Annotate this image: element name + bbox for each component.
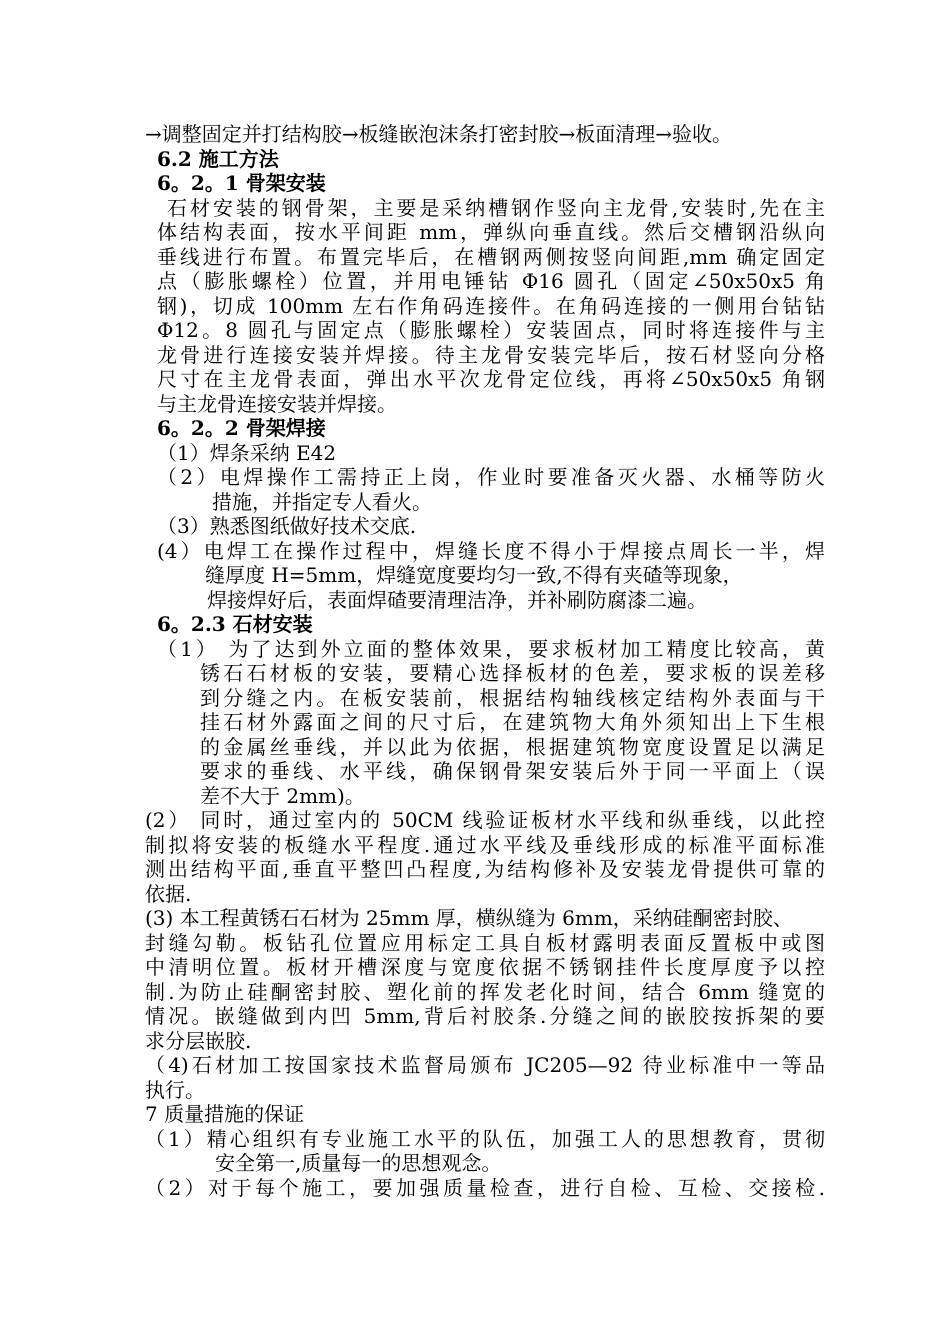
text-line: 点（膨胀螺栓）位置，并用电锤钻 Φ16 圆孔（固定∠50x50x5 角	[157, 269, 825, 293]
text-line: （4)石材加工按国家技术监督局颁布 JC205—92 待业标准中一等品	[145, 1053, 825, 1077]
text-line: 要求的垂线、水平线，确保钢骨架安装后外于同一平面上（误	[200, 759, 825, 783]
text-line: （2）电焊操作工需持正上岗，作业时要准备灭火器、水桶等防火	[157, 465, 825, 489]
text-line: （2）对于每个施工，要加强质量检查，进行自检、互检、交接检.	[145, 1175, 825, 1200]
text-line: 安全第一,质量每一的思想观念。	[215, 1151, 502, 1175]
text-line: （3）熟悉图纸做好技术交底.	[157, 514, 417, 538]
text-line: 情况。嵌缝做到内凹 5mm,背后衬胶条.分缝之间的嵌胶按拆架的要	[145, 1004, 825, 1028]
text-line: →调整固定并打结构胶→板缝嵌泡沫条打密封胶→板面清理→验收。	[145, 122, 733, 146]
text-line: （1）精心组织有专业施工水平的队伍，加强工人的思想教育，贯彻	[145, 1126, 825, 1151]
text-line: （1） 为了达到外立面的整体效果，要求板材加工精度比较高，黄	[157, 636, 825, 661]
text-line: 差不大于 2mm)。	[200, 783, 365, 808]
text-line: (4）电焊工在操作过程中，焊缝长度不得小于焊接点周长一半，焊	[157, 538, 825, 563]
text-line: 测出结构平面,垂直平整凹凸程度,为结构修补及安装龙骨提供可靠的	[145, 857, 825, 881]
text-line: 垂线进行布置。布置完毕后，在槽钢两侧按竖向间距,mm 确定固定	[157, 244, 825, 269]
section-heading: 6。2.3 石材安装	[157, 612, 313, 636]
text-line: （1）焊条采纳 E42	[157, 440, 337, 465]
text-line: 挂石材外露面之间的尺寸后，在建筑物大角外须知出上下生根	[200, 710, 825, 734]
text-line: 措施，并指定专人看火。	[212, 489, 432, 514]
text-line: 制拟将安装的板缝水平程度.通过水平线及垂线形成的标准平面标准	[145, 832, 825, 857]
section-heading: 6.2 施工方法	[157, 146, 279, 171]
text-line: Φ12。8 圆孔与固定点（膨胀螺栓）安装固点，同时将连接件与主	[157, 318, 825, 342]
text-line: 到分缝之内。在板安装前，根据结构轴线核定结构外表面与干	[200, 685, 825, 710]
text-line: 制.为防止硅酮密封胶、塑化前的挥发老化时间，结合 6mm 缝宽的	[145, 979, 825, 1004]
text-line: 求分层嵌胶.	[145, 1028, 252, 1053]
text-line: 体结构表面，按水平间距 mm，弹纵向垂直线。然后交槽钢沿纵向	[157, 220, 825, 244]
text-line: 中清明位置。板材开槽深度与宽度依据不锈钢挂件长度厚度予以控	[145, 955, 825, 979]
text-line: 龙骨进行连接安装并焊接。待主龙骨安装完毕后，按石材竖向分格	[157, 342, 825, 367]
text-line: 缝厚度 H=5mm，焊缝宽度要均匀一致,不得有夹碴等现象，	[205, 563, 743, 587]
text-line: 执行。	[145, 1077, 205, 1102]
section-heading: 6。2。2 骨架焊接	[157, 416, 326, 440]
text-line: 钢)，切成 100mm 左右作角码连接件。在角码连接的一侧用台钻钻	[157, 293, 825, 318]
text-line: 焊接焊好后，表面焊碴要清理洁净，并补刷防腐漆二遍。	[207, 587, 707, 612]
text-line: (2） 同时，通过室内的 50CM 线验证板材水平线和纵垂线，以此控	[145, 808, 825, 832]
document-page	[145, 122, 825, 1200]
text-line: 石材安装的钢骨架，主要是采纳槽钢作竖向主龙骨,安装时,先在主	[167, 195, 825, 220]
text-line: 7 质量措施的保证	[145, 1102, 305, 1126]
text-line: 尺寸在主龙骨表面，弹出水平次龙骨定位线，再将∠50x50x5 角钢	[157, 367, 825, 391]
section-heading: 6。2。1 骨架安装	[157, 171, 326, 195]
text-line: 与主龙骨连接安装并焊接。	[157, 391, 397, 416]
text-line: 封缝勾勒。板钻孔位置应用标定工具自板材露明表面反置板中或图	[145, 930, 825, 955]
text-line: 依据.	[145, 881, 192, 906]
text-line: 锈石石材板的安装，要精心选择板材的色差，要求板的误差移	[200, 661, 825, 685]
text-line: 的金属丝垂线，并以此为依据，根据建筑物宽度设置足以满足	[200, 734, 825, 759]
text-line: (3) 本工程黄锈石石材为 25mm 厚，横纵缝为 6mm，采纳硅酮密封胶、	[145, 906, 793, 930]
